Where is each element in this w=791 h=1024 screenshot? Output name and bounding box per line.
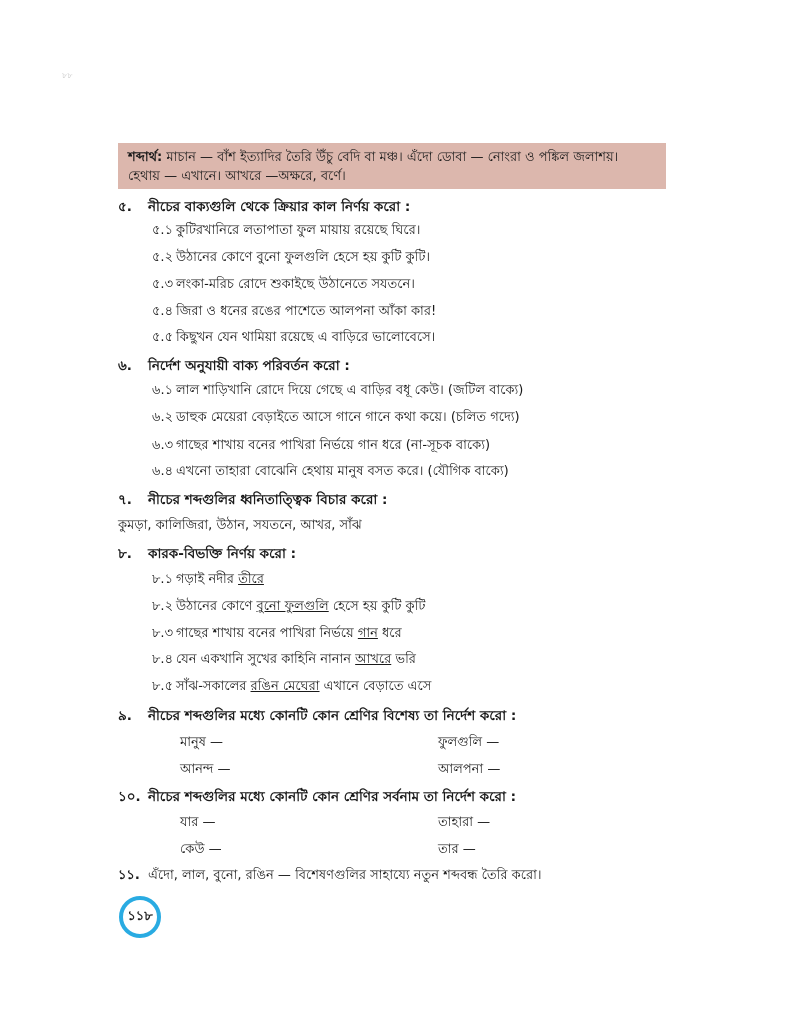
item-text: এখনো তাহারা বোঝেনি হেথায় মানুষ বসত করে। (যৌগিক বাক্যে)	[176, 464, 509, 479]
item-text: গাছের শাখায় বনের পাখিরা নির্ভয়ে গান ধরে (না-সূচক বাক্যে)	[176, 438, 491, 453]
list-item	[152, 624, 402, 645]
list-item	[152, 677, 431, 698]
question-8	[118, 543, 296, 566]
question-number: ৮.	[118, 546, 132, 562]
list-item	[152, 597, 425, 618]
blank-word: তাহারা —	[438, 815, 491, 830]
item-text: গাছের শাখায় বনের পাখিরা নির্ভয়ে	[176, 626, 358, 641]
underlined-word: বুনো ফুলগুলি	[256, 599, 329, 614]
list-item	[152, 302, 436, 323]
list-item	[152, 650, 416, 671]
item-number: ৬.৪	[152, 464, 174, 479]
blank-word: কেউ —	[180, 842, 222, 857]
underlined-word: গান	[357, 626, 378, 641]
question-9	[118, 705, 516, 728]
item-text: উঠানের কোণে বুনো ফুলগুলি হেসে হয় কুটি কুটি।	[176, 250, 431, 265]
glossary-box	[118, 143, 666, 189]
glossary-heading: শব্দার্থ:	[128, 150, 163, 165]
question-text: নীচের শব্দগুলির মধ্যে কোনটি কোন শ্রেণির বিশেষ্য তা নির্দেশ করো :	[148, 708, 517, 724]
item-text: ভরি	[391, 652, 416, 667]
question-number: ৭.	[118, 492, 132, 508]
page-number: ১১৮	[127, 908, 153, 924]
item-text: ধরে	[377, 626, 402, 641]
item-number: ৬.৩	[152, 438, 174, 453]
word-list: কুমড়া, কালিজিরা, উঠান, সযতনে, আখর, সাঁঝ	[118, 518, 362, 533]
question-number: ৫.	[118, 199, 132, 215]
question-text: নীচের শব্দগুলির ধ্বনিতাত্ত্বিক বিচার করো :	[148, 492, 388, 508]
item-text: জিরা ও ধনের রঙের পাশেতে আলপনা আঁকা কার!	[176, 304, 437, 319]
item-text: হেসে হয় কুটি কুটি	[328, 599, 426, 614]
item-text: কিছুখন যেন থামিয়া রয়েছে এ বাড়িরে ভালোবেসে।	[176, 330, 436, 345]
item-number: ৫.৩	[152, 277, 174, 292]
glossary-text-2: হেথায় — এখানে। আখরে —অক্ষরে, বর্ণে।	[128, 169, 346, 184]
question-text: নীচের বাক্যগুলি থেকে ক্রিয়ার কাল নির্ণয় করো :	[148, 199, 411, 215]
item-number: ৫.২	[152, 250, 174, 265]
glossary-line-1	[128, 148, 656, 167]
question-text: কারক-বিভক্তি নির্ণয় করো :	[148, 546, 296, 562]
item-number: ৮.১	[152, 572, 174, 587]
list-item	[152, 328, 435, 349]
blank-word: ফুলগুলি —	[438, 735, 500, 750]
page-number-badge	[119, 896, 161, 938]
question-5	[118, 196, 410, 219]
item-number: ৮.৫	[152, 679, 174, 694]
question-text: নির্দেশ অনুযায়ী বাক্য পরিবর্তন করো :	[148, 358, 350, 374]
item-text: এখানে বেড়াতে এসে	[319, 679, 432, 694]
blank-word: আনন্দ —	[180, 762, 231, 777]
question-10	[118, 786, 516, 809]
underlined-word: রঙিন মেঘেরা	[250, 679, 320, 694]
item-number: ৫.১	[152, 223, 174, 238]
question-number: ১১.	[118, 868, 140, 883]
item-number: ৫.৫	[152, 330, 174, 345]
item-text: যেন একখানি সুখের কাহিনি নানান	[176, 652, 356, 667]
list-item	[152, 221, 420, 242]
item-number: ৮.২	[152, 599, 174, 614]
blank-word: তার —	[438, 842, 476, 857]
question-number: ৬.	[118, 358, 132, 374]
item-text: লাল শাড়িখানি রোদে দিয়ে গেছে এ বাড়ির বধূ কেউ। (জটিল বাক্যে)	[176, 383, 524, 398]
item-number: ৫.৪	[152, 304, 174, 319]
question-11	[118, 866, 542, 887]
question-text: এঁদো, লাল, বুনো, রঙিন — বিশেষণগুলির সাহায্যে নতুন শব্দবন্ধ তৈরি করো।	[148, 868, 542, 883]
blank-word: যার —	[180, 815, 216, 830]
item-number: ৮.৪	[152, 652, 174, 667]
glossary-text-1: মাচান — বাঁশ ইত্যাদির তৈরি উঁচু বেদি বা মঞ্চ। এঁদো ডোবা — নোংরা ও পঙ্কিল জলাশয়।	[166, 150, 619, 165]
blank-word: আলপনা —	[438, 762, 501, 777]
item-text: উঠানের কোণে	[176, 599, 257, 614]
question-text: নীচের শব্দগুলির মধ্যে কোনটি কোন শ্রেণির সর্বনাম তা নির্দেশ করো :	[148, 789, 516, 805]
item-text: লংকা-মরিচ রোদে শুকাইছে উঠানেতে সযতনে।	[176, 277, 415, 292]
list-item	[152, 275, 415, 296]
item-number: ৬.১	[152, 383, 174, 398]
list-item	[152, 570, 264, 591]
corner-mark: ৮৮	[62, 71, 73, 80]
item-number: ৬.২	[152, 410, 174, 425]
item-text: সাঁঝ-সকালের	[176, 679, 251, 694]
item-number: ৮.৩	[152, 626, 174, 641]
list-item	[152, 381, 523, 402]
underlined-word: তীরে	[238, 572, 264, 587]
question-6	[118, 355, 350, 378]
list-item	[152, 462, 509, 483]
underlined-word: আখরে	[355, 652, 392, 667]
blank-word: মানুষ —	[180, 735, 224, 750]
list-item	[152, 408, 520, 429]
question-7	[118, 489, 387, 512]
list-item	[152, 248, 430, 269]
item-text: ডাহুক মেয়েরা বেড়াইতে আসে গানে গানে কথা কয়ে। (চলিত গদ্যে)	[176, 410, 520, 425]
question-number: ১০.	[118, 789, 141, 805]
question-number: ৯.	[118, 708, 132, 724]
list-item	[152, 436, 490, 457]
item-text: গড়াই নদীর	[176, 572, 239, 587]
item-text: কুটিরখানিরে লতাপাতা ফুল মায়ায় রয়েছে ঘিরে।	[176, 223, 421, 238]
